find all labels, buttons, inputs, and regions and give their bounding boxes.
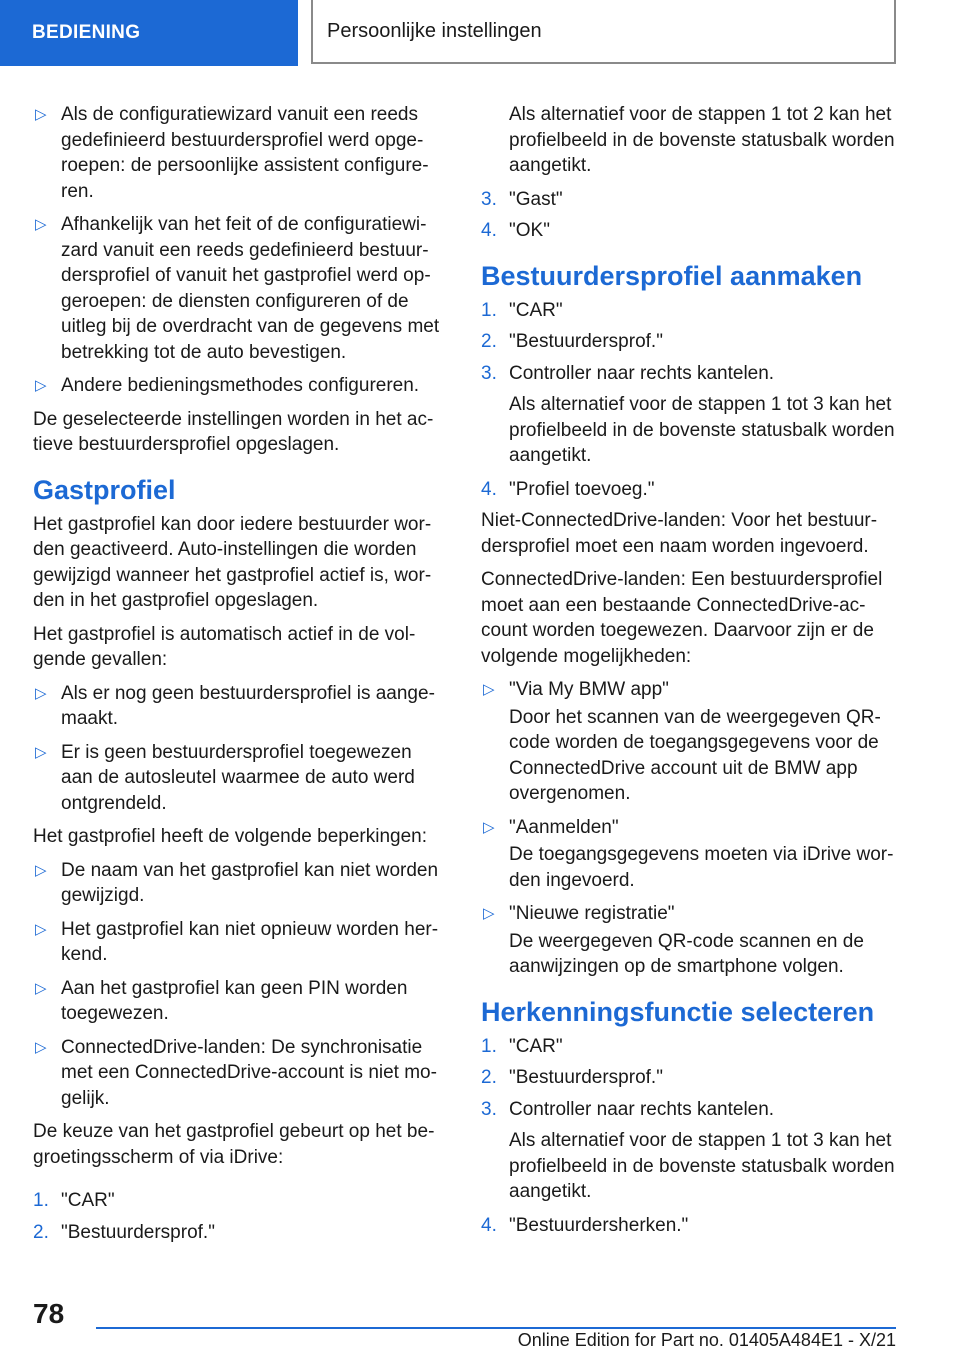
list-item: ▷ Als er nog geen bestuurdersprofiel is aangemaakt. <box>35 682 435 729</box>
section-heading-bestuurdersprofiel-aanmaken: Bestuurdersprofiel aanmaken <box>481 260 863 291</box>
page-number: 78 <box>33 1298 65 1329</box>
left-column <box>33 102 445 1251</box>
triangle-right-icon: ▷ <box>35 216 47 233</box>
list-item: ▷ De naam van het gastprofiel kan niet worden gewijzigd. <box>35 859 439 906</box>
list-item: ▷ Het gastprofiel kan niet opnieuw worden herkend. <box>35 918 439 965</box>
page-header-title: Persoonlijke instellingen <box>311 0 896 64</box>
option-description: Door het scannen van de weergegeven QR-code worden de toegangsgegevens voor de ConnectedDrive account uit de BMW app overgenomen. <box>509 706 881 804</box>
triangle-right-icon: ▷ <box>35 743 47 761</box>
step-item: 3. Controller naar rechts kantelen. <box>481 362 775 384</box>
paragraph: Het gastprofiel is automatisch actief in de volgende gevallen: <box>33 623 416 670</box>
paragraph: De geselecteerde instellingen worden in het actieve bestuurdersprofiel opgeslagen. <box>33 408 434 455</box>
step-item: 1. "CAR" <box>481 1035 563 1057</box>
step-item: 3. "Gast" <box>481 188 563 210</box>
step-item: 1. "CAR" <box>481 299 563 321</box>
right-column <box>481 102 897 1244</box>
step-item: 4. "Profiel toevoeg." <box>481 478 655 500</box>
paragraph: De keuze van het gastprofiel gebeurt op het begroetingsscherm of via iDrive: <box>33 1121 435 1168</box>
paragraph: Niet-ConnectedDrive-landen: Voor het bestuurdersprofiel moet een naam worden ingevoerd. <box>481 510 878 557</box>
list-item: ▷ Andere bedieningsmethodes configureren. <box>33 373 445 399</box>
step-item: 2. "Bestuurdersprof." <box>481 331 663 352</box>
triangle-right-icon: ▷ <box>35 861 47 879</box>
list-item: ▷ ConnectedDrive-landen: De synchronisatie met een ConnectedDrive-account is niet mogelijk. <box>35 1036 437 1109</box>
triangle-right-icon: ▷ <box>483 681 495 698</box>
triangle-right-icon: ▷ <box>35 920 47 938</box>
triangle-right-icon: ▷ <box>35 106 47 123</box>
triangle-right-icon: ▷ <box>483 818 495 836</box>
list-item: ▷ Aan het gastprofiel kan geen PIN worden toegewezen. <box>35 977 408 1024</box>
list-item: ▷ Er is geen bestuurdersprofiel toegewezen aan de autosleutel waarmee de auto werd ontgrendeld. <box>35 741 415 814</box>
list-item: ▷ "Aanmelden" <box>481 815 897 841</box>
step-note: Als alternatief voor de stappen 1 tot 2 kan het profielbeeld in de bovenste statusbalk worden aangetikt. <box>509 104 895 176</box>
list-item: ▷ "Nieuwe registratie" <box>481 901 897 927</box>
triangle-right-icon: ▷ <box>35 1038 47 1056</box>
step-item: 4. "Bestuurdersherken." <box>481 1214 689 1236</box>
section-heading-gastprofiel: Gastprofiel <box>33 474 176 505</box>
footer-edition: Online Edition for Part no. 01405A484E1 - X/21 <box>517 1330 896 1350</box>
list-item: ▷ "Via My BMW app" <box>481 677 897 703</box>
section-heading-herkenningsfunctie: Herkenningsfunctie selecteren <box>481 996 875 1027</box>
step-item: 1. "CAR" <box>33 1190 115 1211</box>
step-item: 4. "OK" <box>481 220 550 241</box>
step-item: 2. "Bestuurdersprof." <box>481 1067 663 1088</box>
step-note: Als alternatief voor de stappen 1 tot 3 kan het profielbeeld in de bovenste statusbalk worden aangetikt. <box>509 1130 895 1202</box>
step-note: Als alternatief voor de stappen 1 tot 3 kan het profielbeeld in de bovenste statusbalk worden aangetikt. <box>509 394 895 466</box>
triangle-right-icon: ▷ <box>35 979 47 997</box>
step-item: 3. Controller naar rechts kantelen. <box>481 1098 775 1120</box>
option-description: De toegangsgegevens moeten via iDrive worden ingevoerd. <box>509 844 894 891</box>
list-item: ▷ Afhankelijk van het feit of de configuratiewizard vanuit een reeds gedefinieerd bestuurdersprofiel of vanuit het gastprofiel werd opgeroepen: de diensten configureren of de uitleg bij de overdracht van de gegevens met betrekking tot de auto bevestigen. <box>35 214 440 363</box>
option-description: De weergegeven QR-code scannen en de aanwijzingen op de smartphone volgen. <box>509 930 864 977</box>
paragraph: Het gastprofiel kan door iedere bestuurder worden geactiveerd. Auto-instellingen die worden gewijzigd wanneer het gastprofiel actief is, worden in het gastprofiel opgeslagen. <box>33 513 432 611</box>
list-item: ▷ Als de configuratiewizard vanuit een reeds gedefinieerd bestuurdersprofiel werd opgeroepen: de persoonlijke assistent configureren. <box>35 104 429 202</box>
footer-divider <box>96 1327 896 1329</box>
paragraph: ConnectedDrive-landen: Een bestuurdersprofiel moet aan een bestaande ConnectedDrive-account worden toegewezen. Daarvoor zijn er de volgende mogelijkheden: <box>481 569 883 667</box>
triangle-right-icon: ▷ <box>35 377 47 394</box>
step-item: 2. "Bestuurdersprof." <box>33 1221 215 1243</box>
section-tab: BEDIENING <box>0 0 298 66</box>
triangle-right-icon: ▷ <box>483 905 495 922</box>
paragraph: Het gastprofiel heeft de volgende beperkingen: <box>33 826 427 847</box>
triangle-right-icon: ▷ <box>35 684 47 702</box>
